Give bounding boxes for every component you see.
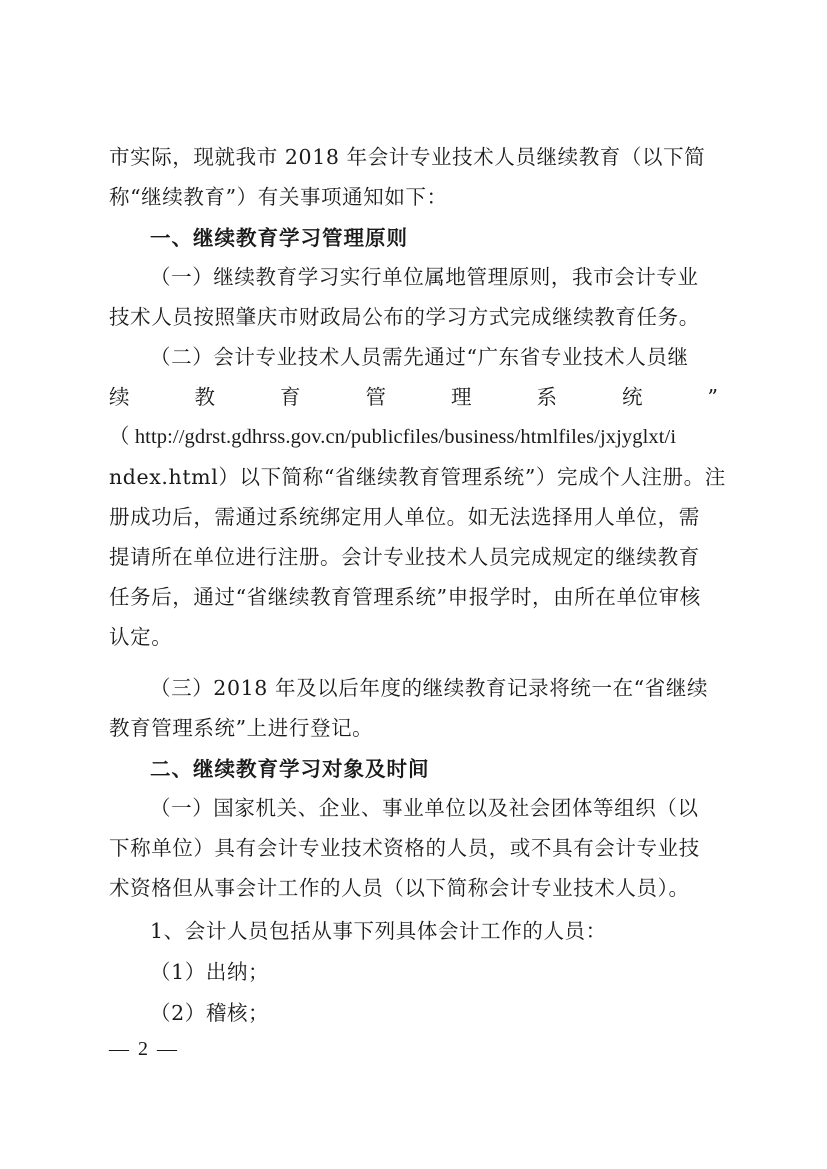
spread-char: 育 [280,385,301,409]
body-text-line: （一）国家机关、企业、事业单位以及社会团体等组织（以 [150,796,699,820]
body-text-line: （二）会计专业技术人员需先通过“广东省专业技术人员继 [150,345,689,369]
url-text-line: （ http://gdrst.gdhrss.gov.cn/publicfiles/business/htmlfiles/jxjyglxt/i [109,426,677,448]
body-text-line: （一）继续教育学习实行单位属地管理原则，我市会计专业 [150,265,699,289]
section-heading: 二、继续教育学习对象及时间 [150,757,430,781]
list-intro-line: 1、会计人员包括从事下列具体会计工作的人员： [150,919,607,943]
body-text-line: ndex.html）以下简称“省继续教育管理系统”）完成个人注册。注 [109,465,726,489]
body-text-line: 市实际，现就我市 2018 年会计专业技术人员继续教育（以下简 [109,145,706,169]
spread-char: 系 [536,385,557,409]
spread-char: 统 [622,385,643,409]
body-text-line: 技术人员按照肇庆市财政局公布的学习方式完成继续教育任务。 [109,305,700,329]
spread-text-line [109,382,718,412]
body-text-line: 任务后，通过“省继续教育管理系统”申报学时，由所在单位审核 [109,585,701,609]
list-item: （2）稽核； [150,1001,270,1025]
spread-char: 续 [109,385,130,409]
spread-char: ” [707,385,718,409]
list-item: （1）出纳； [150,960,270,984]
spread-char: 理 [451,385,472,409]
body-text-line: 下称单位）具有会计专业技术资格的人员，或不具有会计专业技 [109,836,700,860]
body-text-line: （三）2018 年及以后年度的继续教育记录将统一在“省继续 [150,676,709,700]
body-text-line: 认定。 [109,625,173,649]
body-text-line: 提请所在单位进行注册。会计专业技术人员完成规定的继续教育 [109,545,700,569]
body-text-line: 称“继续教育”）有关事项通知如下： [109,185,448,209]
page-number: — 2 — [109,1038,179,1060]
section-heading: 一、继续教育学习管理原则 [150,226,408,250]
body-text-line: 册成功后，需通过系统绑定用人单位。如无法选择用人单位，需 [109,505,700,529]
body-text-line: 教育管理系统”上进行登记。 [109,716,374,740]
body-text-line: 术资格但从事会计工作的人员（以下简称会计专业技术人员）。 [109,876,690,900]
spread-char: 管 [365,385,386,409]
spread-char: 教 [194,385,215,409]
